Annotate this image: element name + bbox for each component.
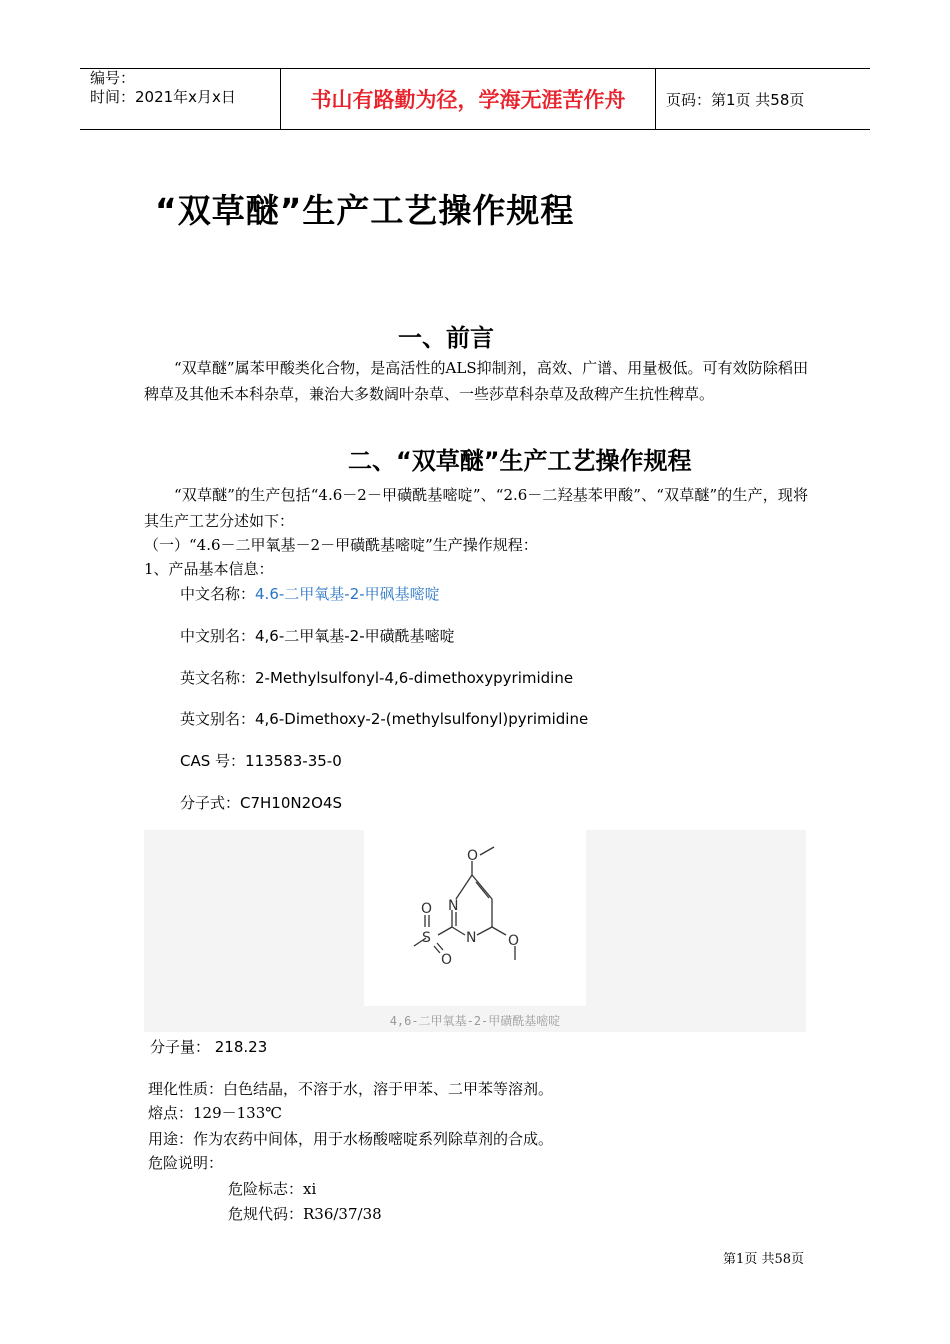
header-page-info: 页码：第1页 共58页 — [666, 90, 805, 109]
hazard-heading: 危险说明： — [148, 1154, 224, 1172]
bond — [456, 875, 472, 899]
cn-name-value: 4.6-二甲氧基-2-甲砜基嘧啶 — [255, 585, 440, 603]
bond — [472, 875, 492, 899]
atom-s: S — [422, 930, 431, 946]
hazard-code: 危规代码：R36/37/38 — [228, 1205, 382, 1223]
section2-intro: “双草醚”的生产包括“4.6－2－甲磺酰基嘧啶”、“2.6－二羟基苯甲酸”、“双草醚”的生产，现将其生产工艺分述如下： — [144, 486, 808, 530]
bond — [438, 927, 452, 935]
atom-o-right: O — [508, 933, 520, 949]
molecule-structure — [364, 830, 586, 1006]
en-name: 英文名称：2-Methylsulfonyl-4,6-dimethoxypyrimidine — [180, 669, 574, 687]
usage: 用途：作为农药中间体，用于水杨酸嘧啶系列除草剂的合成。 — [148, 1130, 554, 1148]
page-header — [80, 68, 870, 130]
bond — [452, 927, 465, 935]
cn-alias: 中文别名：4,6-二甲氧基-2-甲磺酰基嘧啶 — [180, 627, 455, 645]
atom-o-top: O — [467, 848, 479, 864]
atom-n-bottom: N — [466, 930, 477, 946]
structure-caption: 4,6-二甲氧基-2-甲磺酰基嘧啶 — [389, 1014, 561, 1028]
physical-properties: 理化性质：白色结晶，不溶于水，溶于甲苯、二甲苯等溶剂。 — [148, 1080, 554, 1098]
section2-heading: 二、“双草醚”生产工艺操作规程 — [348, 447, 692, 475]
section1-heading: 一、前言 — [398, 324, 494, 352]
molecular-formula: 分子式：C7H10N2O4S — [180, 794, 343, 812]
cn-name-label: 中文名称： — [180, 585, 256, 603]
header-meta — [80, 69, 280, 129]
bond — [480, 847, 494, 855]
bond — [434, 946, 440, 953]
header-time: 时间：2021年x月x日 — [90, 88, 236, 106]
bond — [476, 882, 489, 898]
product-info-heading: 1、产品基本信息： — [144, 560, 274, 578]
cn-name-row — [180, 583, 440, 605]
melting-point: 熔点：129－133℃ — [148, 1104, 283, 1122]
header-number: 编号： — [90, 69, 136, 87]
header-motto: 书山有路勤为径，学海无涯苦作舟 — [280, 69, 656, 129]
atom-o-sulfonyl-bottom: O — [441, 952, 453, 968]
atom-o-sulfonyl-top: O — [421, 901, 433, 917]
bond — [437, 943, 443, 950]
bond — [477, 927, 492, 935]
atom-n-left: N — [448, 898, 459, 914]
subsection-heading: （一）“4.6－二甲氧基－2－甲磺酰基嘧啶”生产操作规程： — [144, 536, 538, 554]
section1-body: “双草醚”属苯甲酸类化合物，是高活性的ALS抑制剂，高效、广谱、用量极低。可有效防除稻田稗草及其他禾本科杂草，兼治大多数阔叶杂草、一些莎草科杂草及敌稗产生抗性稗草。 — [144, 359, 808, 403]
structure-figure — [144, 830, 806, 1032]
cas-number: CAS 号：113583-35-0 — [180, 752, 342, 770]
document-title: “双草醚”生产工艺操作规程 — [155, 191, 575, 230]
hazard-symbol: 危险标志：xi — [228, 1180, 317, 1198]
en-alias: 英文别名：4,6-Dimethoxy-2-(methylsulfonyl)pyrimidine — [180, 710, 589, 728]
bond — [492, 927, 506, 935]
molecular-weight: 分子量： 218.23 — [150, 1038, 268, 1056]
structure-canvas — [364, 830, 586, 1006]
page-footer: 第1页 共58页 — [723, 1252, 804, 1267]
